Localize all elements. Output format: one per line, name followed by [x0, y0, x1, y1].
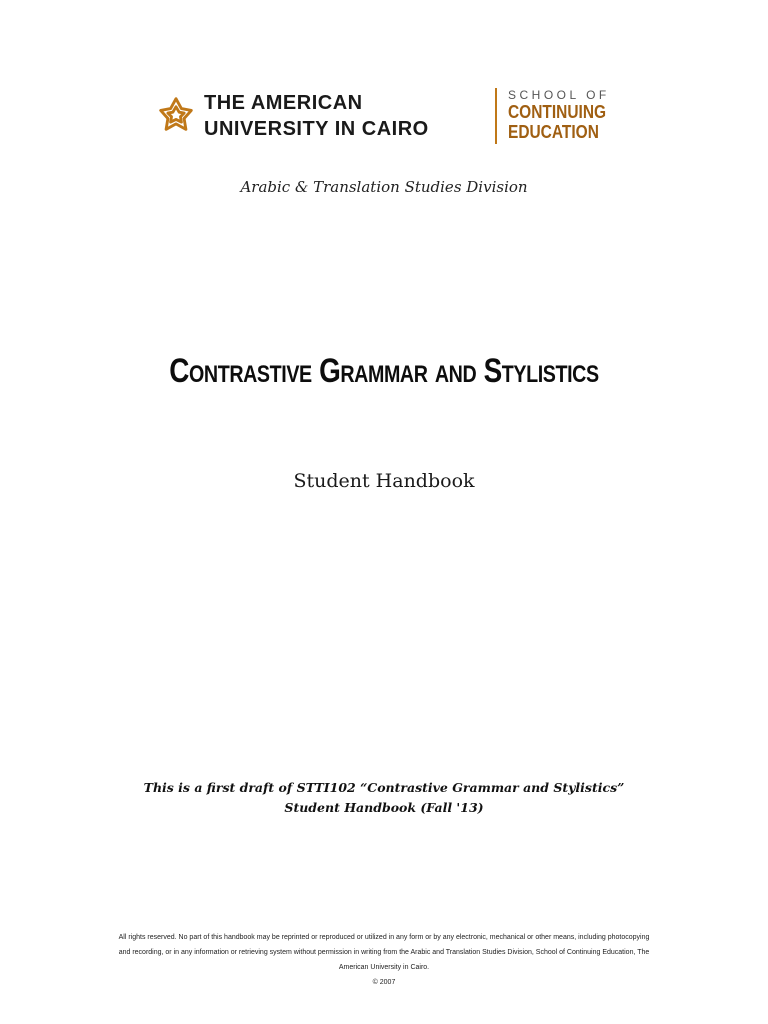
draft-note-line2: Student Handbook (Fall '13)	[284, 800, 484, 815]
copyright-line1: All rights reserved. No part of this handbook may be reprinted or reproduced or utilized in any form or by any electronic, mechanical or other means, including photocopying	[118, 934, 650, 941]
logo-divider	[495, 88, 497, 144]
university-name	[204, 90, 429, 142]
auc-star-emblem-icon	[158, 96, 194, 132]
copyright-notice	[86, 930, 682, 990]
document-title: Contrastive Grammar and Stylistics	[169, 352, 599, 390]
document-subtitle: Student Handbook	[293, 470, 475, 492]
draft-note	[0, 778, 768, 818]
copyright-line3: American University in Cairo.	[338, 964, 430, 971]
university-name-line2: UNIVERSITY IN CAIRO	[204, 118, 429, 140]
header-logos	[158, 88, 618, 148]
copyright-line4: © 2007	[372, 979, 396, 986]
division-name: Arabic & Translation Studies Division	[240, 178, 528, 196]
draft-note-line1: This is a first draft of STTI102 “Contrastive Grammar and Stylistics”	[143, 780, 625, 795]
university-name-line1: THE AMERICAN	[204, 92, 363, 114]
school-logo	[508, 88, 622, 142]
school-line1: SCHOOL OF	[508, 88, 610, 102]
school-line2: CONTINUING	[508, 102, 607, 122]
school-line3: EDUCATION	[508, 122, 599, 142]
copyright-line2: and recording, or in any information or retrieving system without permission in writing from the Arabic and Translation Studies Division, School of Continuing Education, The	[118, 949, 650, 956]
